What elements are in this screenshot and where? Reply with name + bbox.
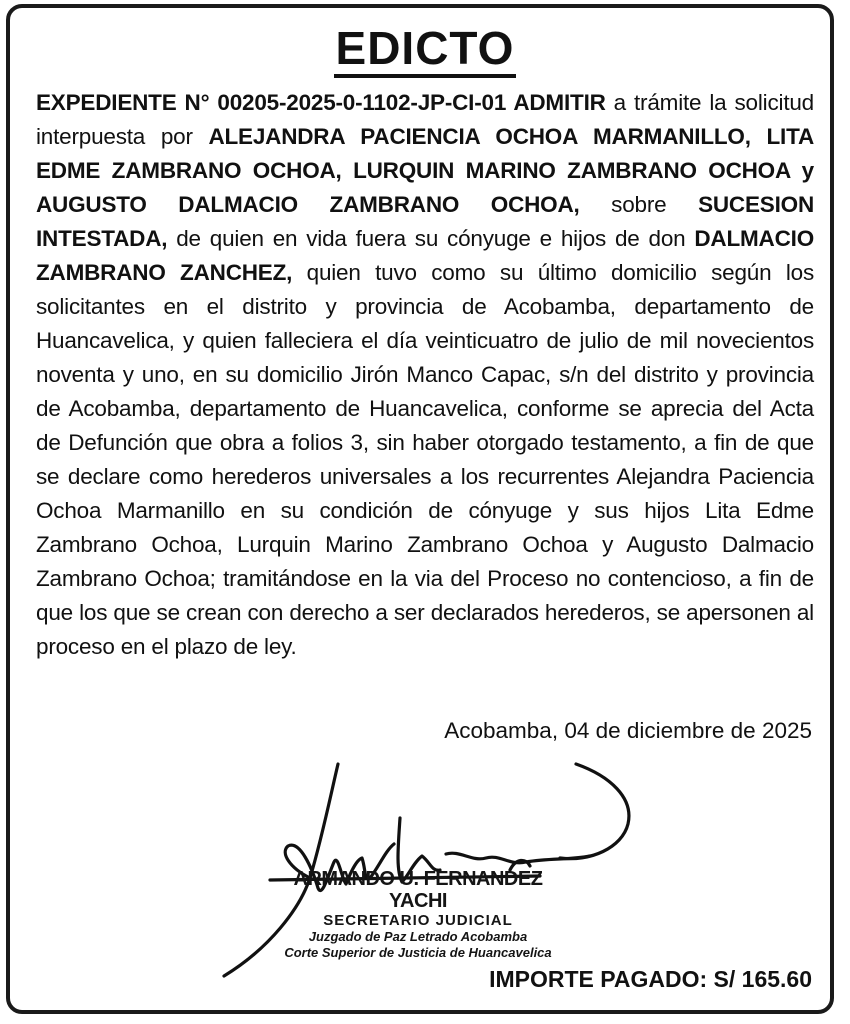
body-text-3: de quien en vida fuera su cónyuge e hijos de don — [167, 226, 695, 251]
official-stamp — [268, 868, 568, 961]
dateline: Acobamba, 04 de diciembre de 2025 — [444, 718, 812, 743]
body-text-1: a trámite la solicitud interpuesta por — [36, 90, 814, 149]
edict-body — [36, 86, 814, 664]
stamp-court-2: Corte Superior de Justicia de Huancavelica — [284, 945, 552, 960]
applicant-names: ALEJANDRA PACIENCIA OCHOA MARMANILLO, LITA EDME ZAMBRANO OCHOA, LURQUIN MARINO ZAMBRANO OCHOA y AUGUSTO DALMACIO ZAMBRANO OCHOA, — [36, 124, 814, 217]
matter-type: SUCESION INTESTADA, — [36, 192, 814, 251]
deceased-name: DALMACIO ZAMBRANO ZANCHEZ, — [36, 226, 814, 285]
body-text-4: quien tuvo como su último domicilio según los solicitantes en el distrito y provincia de Acobamba, departamento de Huancavelica, y quien falleciera el día veinticuatro de julio de mil novecientos noventa y uno, en su domicilio Jirón Manco Capac, s/n del distrito y provincia de Acobamba, departamento de Huancavelica, conforme se aprecia del Acta de Defunción que obra a folios 3, sin haber otorgado testamento, a fin de que se declare como herederos universales a los recurrentes Alejandra Paciencia Ochoa Marmanillo en su condición de cónyuge y sus hijos Lita Edme Zambrano Ochoa, Lurquin Marino Zambrano Ochoa y Augusto Dalmacio Zambrano Ochoa; tramitándose en la via del Proceso no contencioso, a fin de que los que se crean con derecho a ser declarados herederos, se apersonen al proceso en el plazo de ley. — [36, 260, 814, 659]
stamp-role: SECRETARIO JUDICIAL — [323, 912, 513, 929]
amount-paid: IMPORTE PAGADO: S/ 165.60 — [489, 966, 812, 992]
stamp-name: ARMANDO U. FERNANDEZ YACHI — [293, 868, 543, 912]
case-number: EXPEDIENTE N° 00205-2025-0-1102-JP-CI-01 ADMITIR — [36, 90, 606, 115]
body-text-2: sobre — [579, 192, 699, 217]
document-title: EDICTO — [0, 22, 850, 74]
stamp-court-1: Juzgado de Paz Letrado Acobamba — [308, 929, 528, 944]
